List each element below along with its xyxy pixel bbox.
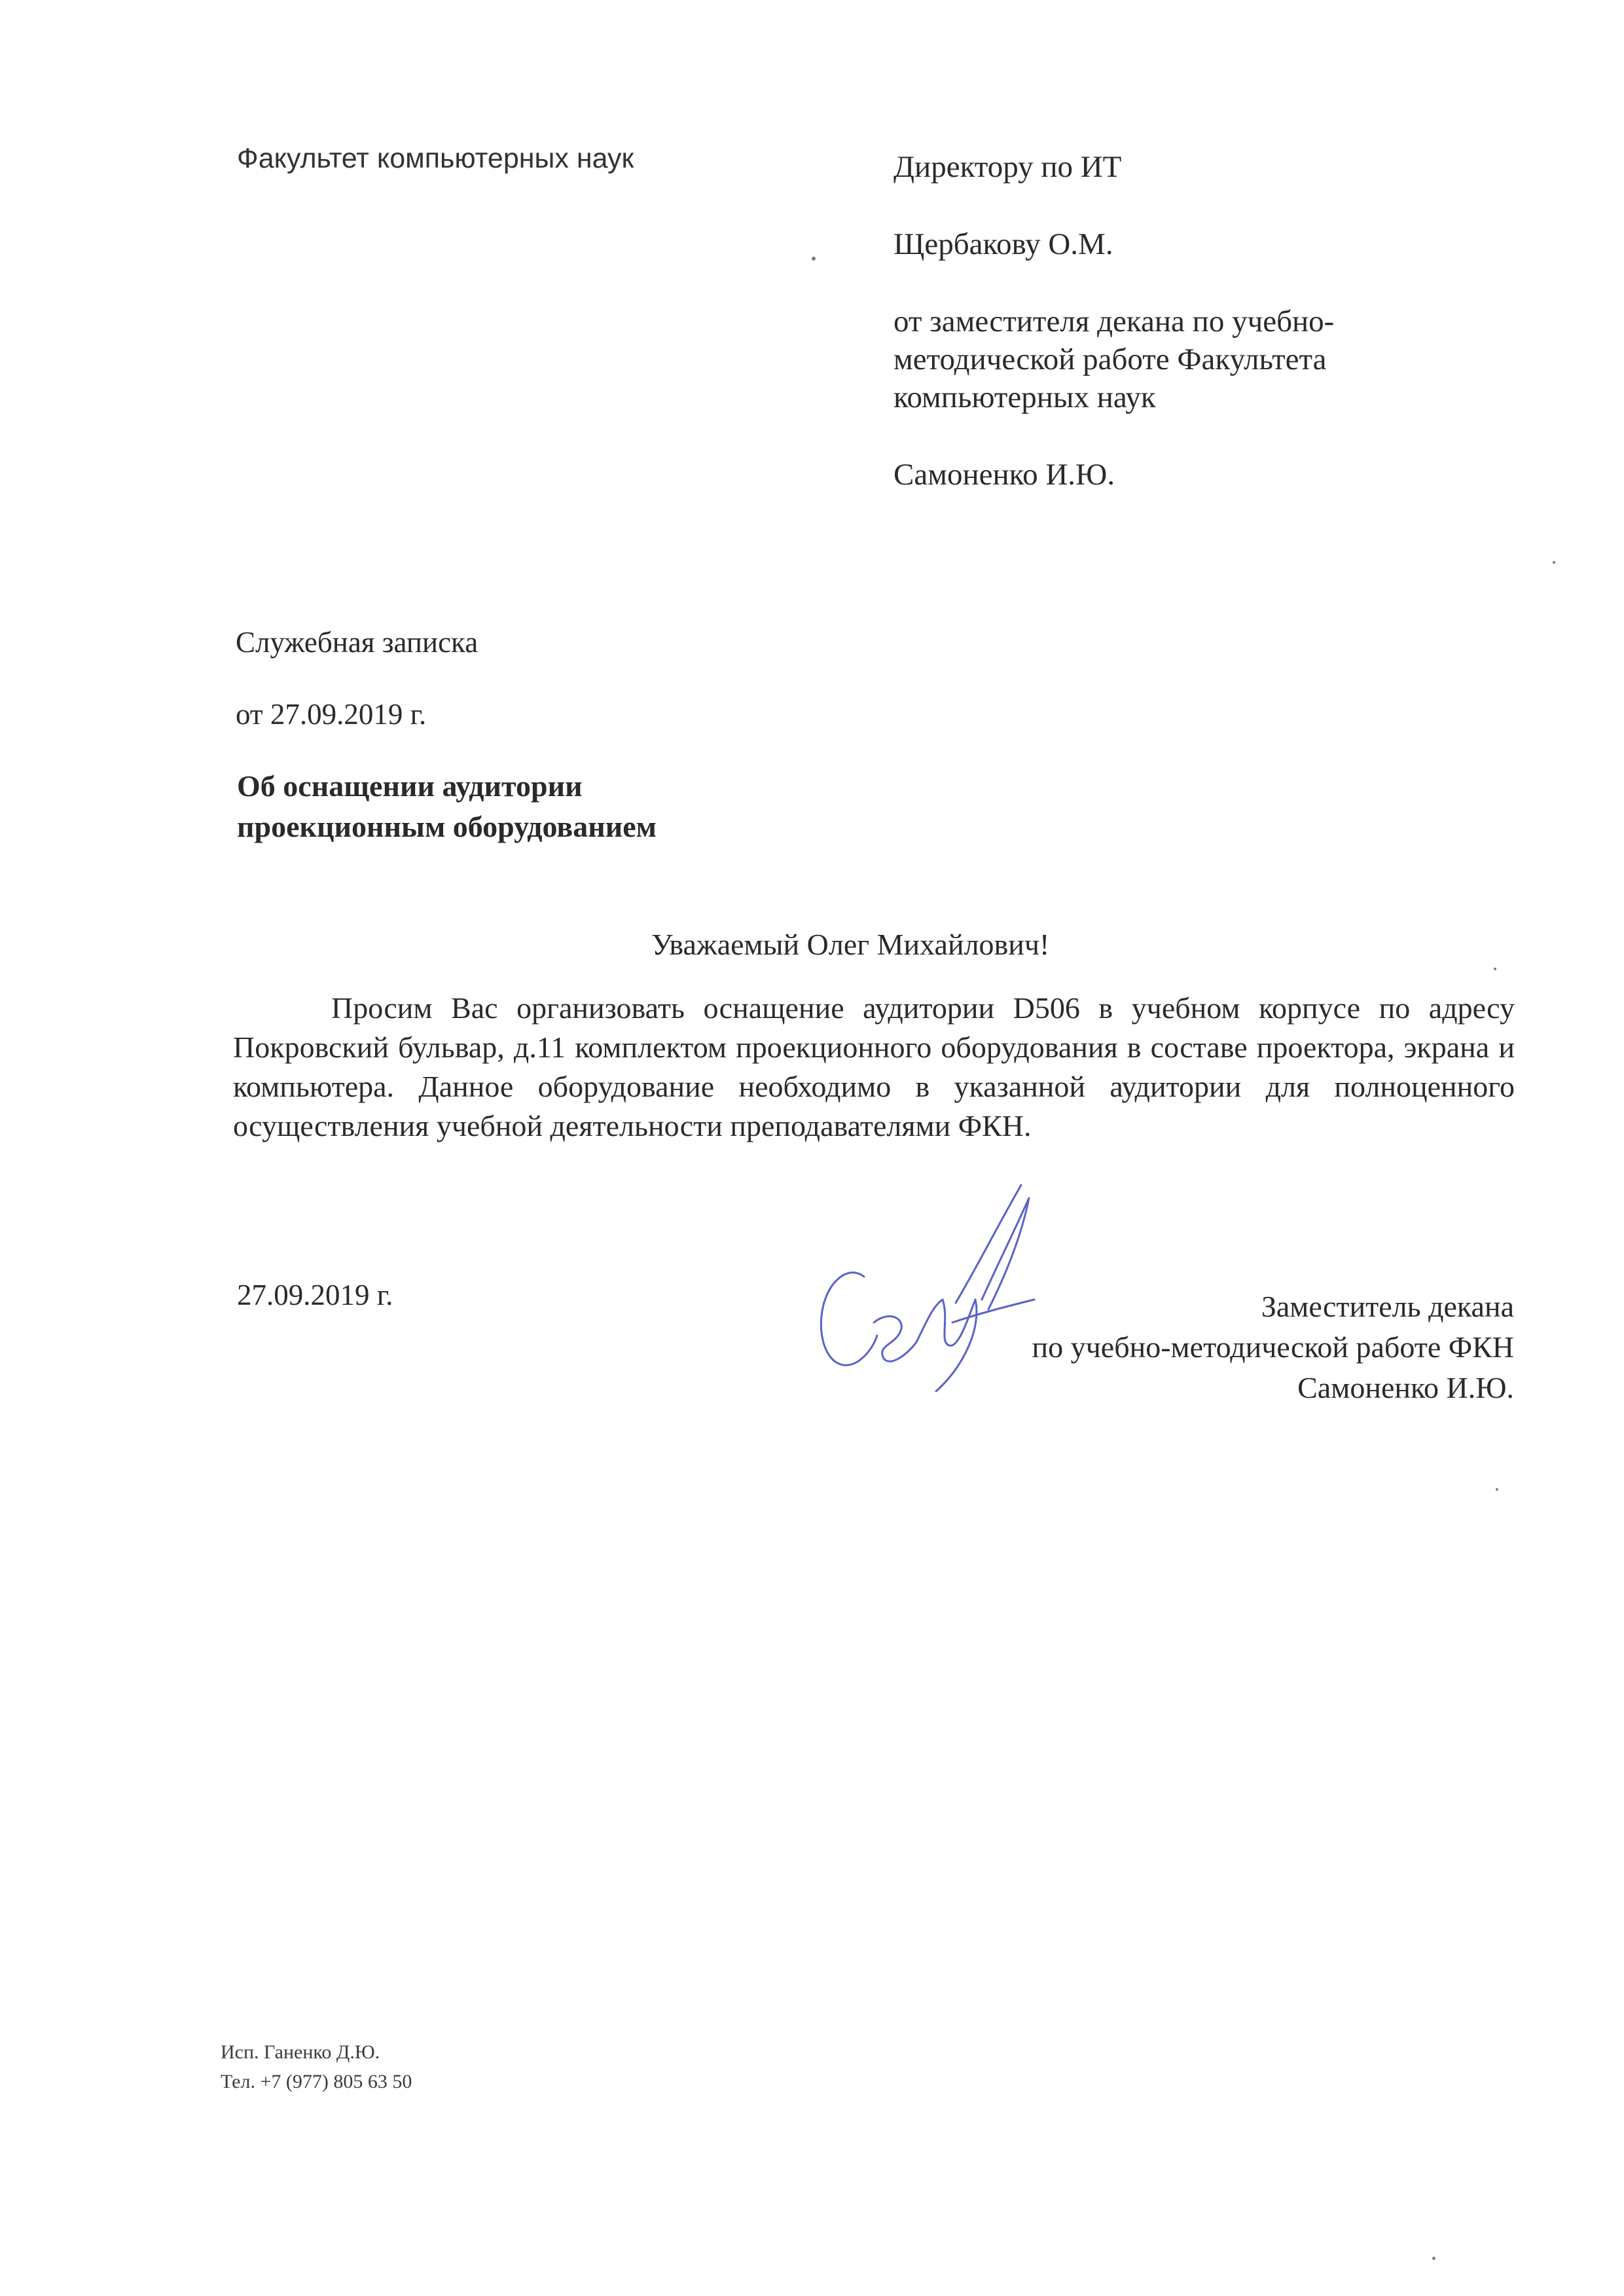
spacer — [893, 416, 1430, 456]
signatory-block — [1032, 1286, 1514, 1408]
memo-subject-line1: Об оснащении аудитории — [237, 769, 583, 803]
handwritten-signature-icon — [785, 1159, 1060, 1408]
scan-speck — [1494, 968, 1496, 970]
memo-subject — [237, 766, 657, 847]
memo-subject-line2: проекционным оборудованием — [237, 810, 657, 843]
scan-speck — [1496, 1488, 1498, 1491]
memo-date: от 27.09.2019 г. — [236, 698, 427, 731]
signatory-title-line2: по учебно-методической работе ФКН — [1032, 1330, 1514, 1364]
signoff-date: 27.09.2019 г. — [237, 1279, 393, 1311]
addressee-from-line1: от заместителя декана по учебно- — [893, 304, 1335, 338]
sender-faculty: Факультет компьютерных наук — [237, 143, 634, 174]
executor-phone: Тел. +7 (977) 805 63 50 — [221, 2071, 412, 2092]
addressee-from-line2: методической работе Факультета — [893, 342, 1327, 376]
executor-block — [221, 2037, 412, 2096]
spacer — [893, 186, 1430, 225]
scan-speck — [1432, 2257, 1435, 2260]
letter-body: Просим Вас организовать оснащение аудитории D506 в учебном корпусе по адресу Покровский бульвар, д.11 комплектом проекционного оборудования в составе проектора, экрана и компьютера. Данное оборудование необходимо в указанной аудитории для полноценного осуществления учебной деятельности преподавателями ФКН. — [233, 991, 1515, 1142]
spacer — [893, 263, 1430, 302]
addressee-name: Щербакову О.М. — [893, 227, 1113, 261]
greeting: Уважаемый Олег Михайлович! — [651, 928, 1050, 961]
scan-speck — [812, 257, 816, 261]
signatory-title-line1: Заместитель декана — [1261, 1290, 1514, 1323]
addressee-from-line3: компьютерных наук — [893, 380, 1156, 414]
executor-name: Исп. Ганенко Д.Ю. — [221, 2041, 380, 2063]
scan-speck — [1553, 561, 1555, 564]
addressee-from-name: Самоненко И.Ю. — [893, 458, 1115, 492]
addressee-position: Директору по ИТ — [893, 150, 1122, 184]
addressee-block — [893, 148, 1430, 494]
memo-title: Служебная записка — [236, 626, 478, 659]
signatory-name: Самоненко И.Ю. — [1297, 1371, 1514, 1404]
